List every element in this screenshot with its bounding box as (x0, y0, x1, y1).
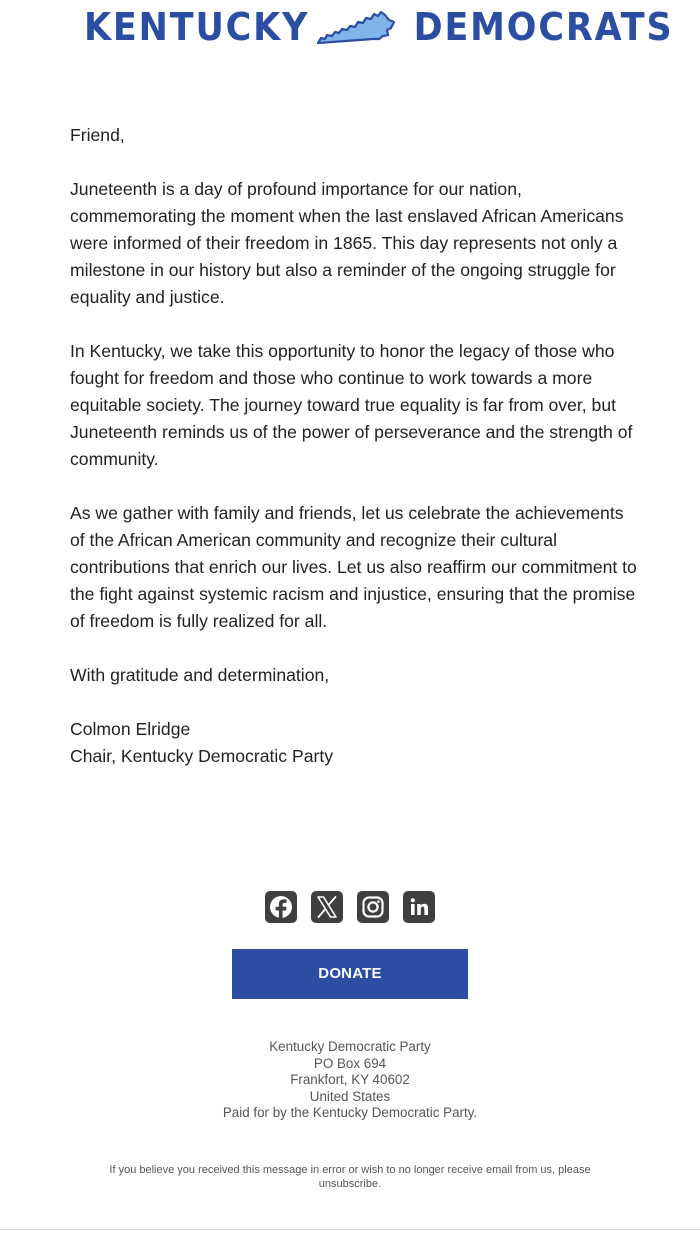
facebook-icon (265, 891, 297, 923)
city-state-zip: Frankfort, KY 40602 (290, 1072, 410, 1088)
paragraph-1: Juneteenth is a day of profound importance for our nation, commemorating the moment when the last enslaved African Americans were informed of their freedom in 1865. This day represents not only a milestone in our history but also a reminder of the ongoing struggle for equality and justice. (70, 179, 624, 307)
x-icon (311, 891, 343, 923)
donate-button[interactable]: DONATE (232, 949, 468, 999)
disclaimer-text: If you believe you received this message in error or wish to no longer receive email from us, please (109, 1164, 591, 1176)
greeting: Friend, (70, 125, 125, 145)
paid-for-disclaimer: Paid for by the Kentucky Democratic Party. (222, 1105, 478, 1121)
facebook-link[interactable] (265, 891, 297, 923)
x-link[interactable] (311, 891, 343, 923)
footer-divider (0, 1229, 700, 1230)
disclaimer-end: . (378, 1178, 382, 1190)
paragraph-3: As we gather with family and friends, let us celebrate the achievements of the African American community and recognize their cultural contributions that enrich our lives. Let us also reaffirm our commitment to the fight against systemic racism and injustice, ensuring that the promise of freedom is fully realized for all. (70, 503, 637, 631)
instagram-link[interactable] (357, 891, 389, 923)
logo-word-democrats: DEMOCRATS (413, 5, 674, 49)
unsubscribe-link[interactable]: unsubscribe (318, 1178, 379, 1190)
country: United States (309, 1088, 391, 1104)
footer-address (0, 1039, 700, 1122)
paragraph-2: In Kentucky, we take this opportunity to honor the legacy of those who fought for freedom and those who continue to work towards a more equitable society. The journey toward true equality is far from over, but Juneteenth reminds us of the power of perseverance and the strength of community. (70, 341, 633, 469)
unsubscribe-disclaimer (80, 1163, 620, 1191)
signer-title: Chair, Kentucky Democratic Party (70, 746, 334, 766)
logo-word-kentucky: KENTUCKY (84, 5, 310, 49)
org-name: Kentucky Democratic Party (269, 1039, 431, 1054)
po-box: PO Box 694 (313, 1055, 387, 1071)
signer-name: Colmon Elridge (70, 719, 191, 739)
email-header (0, 0, 700, 60)
social-links (265, 891, 435, 923)
kentucky-state-icon (315, 7, 397, 47)
kentucky-democrats-logo[interactable] (84, 5, 674, 49)
letter-body (70, 122, 640, 770)
linkedin-link[interactable] (403, 891, 435, 923)
linkedin-icon (403, 891, 435, 923)
instagram-icon (357, 891, 389, 923)
closing: With gratitude and determination, (70, 665, 330, 685)
